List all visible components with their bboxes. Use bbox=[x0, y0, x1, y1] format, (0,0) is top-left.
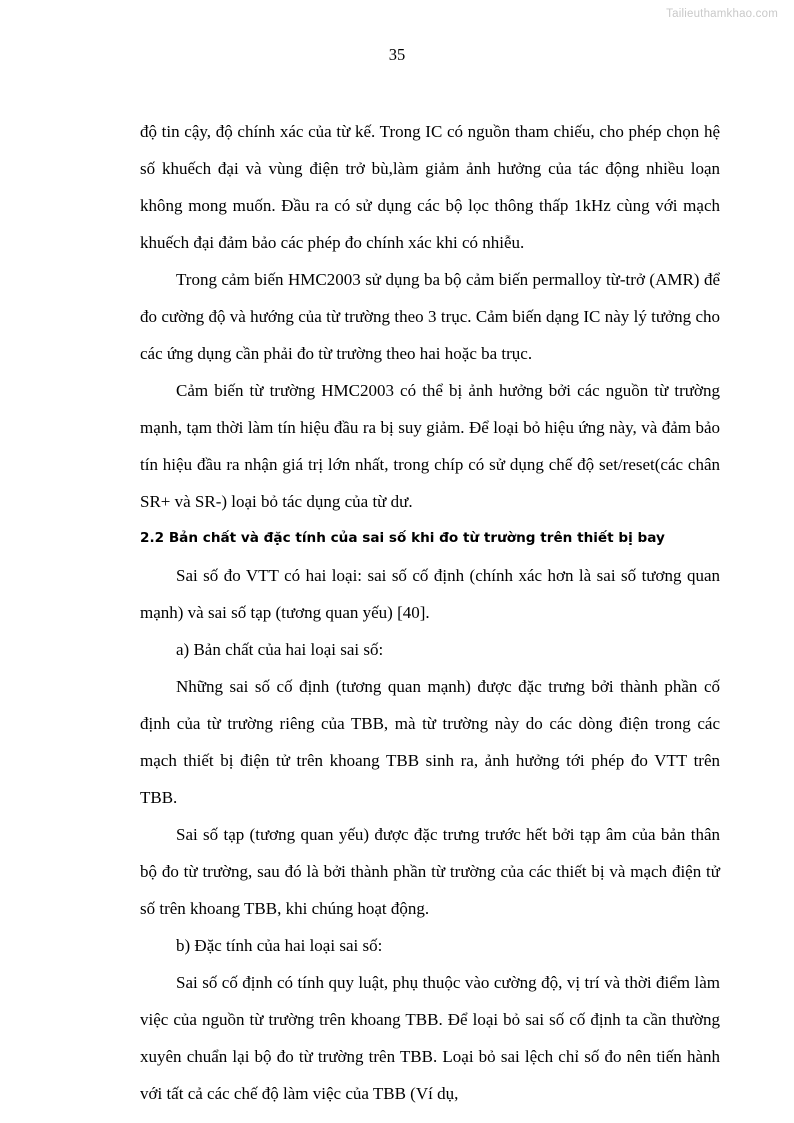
paragraph: Sai số cố định có tính quy luật, phụ thuộc vào cường độ, vị trí và thời điểm làm việc của nguồn từ trường trên khoang TBB. Để loại bỏ sai số cố định ta cần thường xuyên chuẩn lại bộ đo từ trường trên TBB. Loại bỏ sai lệch chỉ số đo nên tiến hành với tất cả các chế độ làm việc của TBB (Ví dụ, bbox=[140, 973, 720, 1103]
paragraph: Sai số tạp (tương quan yếu) được đặc trưng trước hết bởi tạp âm của bản thân bộ đo từ trường, sau đó là bởi thành phần từ trường của các thiết bị và mạch điện tử số trên khoang TBB, khi chúng hoạt động. bbox=[140, 825, 720, 918]
paragraph: Cảm biến từ trường HMC2003 có thể bị ảnh hưởng bởi các nguồn từ trường mạnh, tạm thời làm tín hiệu đầu ra bị suy giảm. Để loại bỏ hiệu ứng này, và đảm bảo tín hiệu đầu ra nhận giá trị lớn nhất, trong chíp có sử dụng chế độ set/reset(các chân SR+ và SR-) loại bỏ tác dụng của từ dư. bbox=[140, 381, 720, 511]
paragraph: Trong cảm biến HMC2003 sử dụng ba bộ cảm biến permalloy từ-trở (AMR) để đo cường độ và hướng của từ trường theo 3 trục. Cảm biến dạng IC này lý tưởng cho các ứng dụng cần phải đo từ trường theo hai hoặc ba trục. bbox=[140, 270, 720, 363]
paragraph: Sai số đo VTT có hai loại: sai số cố định (chính xác hơn là sai số tương quan mạnh) và sai số tạp (tương quan yếu) [40]. bbox=[140, 566, 720, 622]
paragraph: b) Đặc tính của hai loại sai số: bbox=[176, 936, 383, 955]
watermark-text: Tailieuthamkhao.com bbox=[666, 8, 778, 20]
section-heading: 2.2 Bản chất và đặc tính của sai số khi đo từ trường trên thiết bị bay bbox=[140, 530, 665, 546]
paragraph: độ tin cậy, độ chính xác của từ kế. Trong IC có nguồn tham chiếu, cho phép chọn hệ số khuếch đại và vùng điện trở bù,làm giảm ảnh hưởng của tác động nhiều loạn không mong muốn. Đầu ra có sử dụng các bộ lọc thông thấp 1kHz cùng với mạch khuếch đại đảm bảo các phép đo chính xác khi có nhiễu. bbox=[140, 122, 720, 252]
paragraph: a) Bản chất của hai loại sai số: bbox=[176, 640, 384, 659]
page-number: 35 bbox=[388, 45, 406, 64]
paragraph: Những sai số cố định (tương quan mạnh) được đặc trưng bởi thành phần cố định của từ trường riêng của TBB, mà từ trường này do các dòng điện trong các mạch thiết bị điện tử trên khoang TBB sinh ra, ảnh hưởng tới phép đo VTT trên TBB. bbox=[140, 677, 720, 807]
page-body bbox=[140, 113, 720, 1112]
